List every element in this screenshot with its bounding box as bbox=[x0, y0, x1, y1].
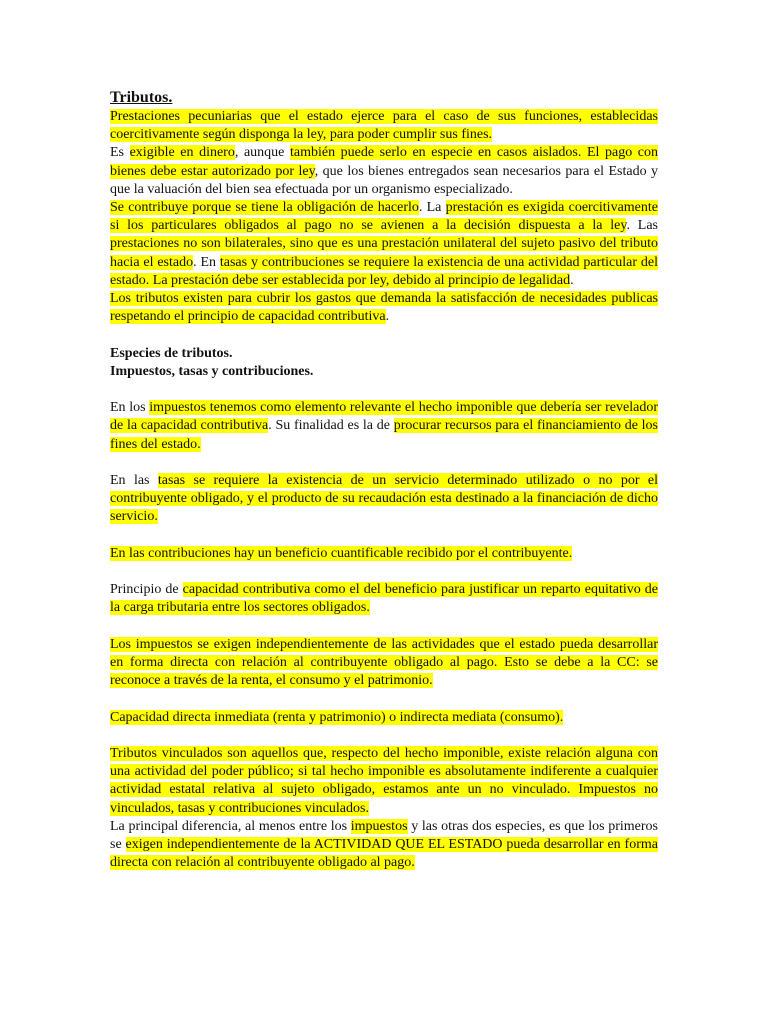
text-run: . bbox=[385, 309, 390, 325]
text-run: . Las bbox=[626, 218, 658, 234]
highlighted-text: exigible en dinero bbox=[129, 145, 235, 161]
highlighted-text: impuestos bbox=[350, 818, 408, 834]
highlighted-text: respetando el principio de capacidad contributiva bbox=[110, 309, 386, 325]
highlighted-text: prestación es exigida coercitivamente si los particulares obligados al pago no se avienen a la decisión dispuesta a la ley bbox=[110, 200, 658, 234]
document-body bbox=[110, 88, 658, 872]
para-vinculados bbox=[110, 745, 658, 818]
para-contribuciones bbox=[110, 545, 658, 563]
para-impuestos bbox=[110, 399, 658, 454]
text-run: En los bbox=[110, 400, 150, 416]
para-exigen bbox=[110, 636, 658, 691]
highlighted-text: capacidad contributiva como el del beneficio para justificar un reparto equitativo de la carga tributaria entre los sectores obligados. bbox=[110, 582, 658, 616]
text-run: En las bbox=[110, 473, 158, 489]
para-contribuye bbox=[110, 199, 658, 290]
highlighted-text: Capacidad directa inmediata (renta y patrimonio) o indirecta mediata (consumo). bbox=[110, 709, 564, 725]
para-existen bbox=[110, 290, 658, 326]
document-title: Tributos. bbox=[110, 89, 173, 106]
highlighted-text: prestaciones no son bilaterales, sino que es una prestación unilateral del sujeto pasivo del tributo hacia el estado bbox=[110, 236, 658, 270]
highlighted-text: impuestos tenemos como elemento relevante el hecho imponible que debería ser revelador de la capacidad contributiva bbox=[110, 400, 659, 434]
text-run: . bbox=[570, 272, 574, 288]
highlighted-text: tasas y contribuciones se requiere la existencia de una actividad particular del estado. La prestación debe ser establecida por ley, debido al principio de legalidad bbox=[110, 254, 658, 288]
highlighted-text: Tributos vinculados son aquellos que, respecto del hecho imponible, existe relación alguna con una actividad del poder público; si tal hecho imponible es absolutamente indiferente a cualquier actividad estatal relativa al sujeto obligado, estamos ante un no vinculado. Impuestos no vinculados, tasas y contribuciones vinculados. bbox=[110, 745, 658, 816]
text-run: Principio de bbox=[110, 582, 183, 598]
text-run: . En bbox=[193, 254, 220, 270]
highlighted-text: Prestaciones pecuniarias que el estado ejerce para el caso de sus funciones, establecidas coercitivamente según disponga la ley, para poder cumplir sus fines. bbox=[110, 109, 658, 143]
para-definition bbox=[110, 108, 658, 144]
text-run: . Su finalidad es la de bbox=[268, 418, 394, 434]
bottom-paragraphs bbox=[110, 399, 658, 872]
text-run: , que los bienes entregados sean necesarios para el Estado y que la valuación del bien sea efectuada por un organismo especializado. bbox=[110, 163, 659, 197]
text-run: y las otras dos especies, es que los primeros se bbox=[110, 818, 658, 852]
top-paragraphs bbox=[110, 108, 658, 326]
highlighted-text: procurar recursos para el financiamiento de los fines del estado. bbox=[110, 418, 658, 452]
para-tasas bbox=[110, 472, 658, 527]
para-capacidad bbox=[110, 709, 658, 727]
para-diferencia bbox=[110, 818, 658, 873]
highlighted-text: Los tributos existen para cubrir los gastos que demanda la satisfacción de necesidades publicas bbox=[110, 291, 658, 307]
heading-impuestos: Impuestos, tasas y contribuciones. bbox=[110, 363, 314, 379]
para-principio bbox=[110, 581, 658, 617]
text-run: Es bbox=[110, 145, 130, 161]
text-run: La principal diferencia, al menos entre los bbox=[110, 818, 351, 834]
highlighted-text: Se contribuye porque se tiene la obligación de hacerlo bbox=[110, 200, 419, 216]
heading-especies: Especies de tributos. bbox=[110, 345, 233, 361]
highlighted-text: En las contribuciones hay un beneficio cuantificable recibido por el contribuyente. bbox=[110, 545, 573, 561]
highlighted-text: tasas se requiere la existencia de un servicio determinado utilizado o no por el contribuyente obligado, y el producto de su recaudación esta destinado a la financiación de dicho servicio. bbox=[110, 473, 658, 525]
text-run: , aunque bbox=[234, 145, 290, 161]
para-exigible bbox=[110, 144, 658, 199]
highlighted-text: también puede serlo en especie en casos aislados. El pago con bienes debe estar autorizado por ley bbox=[110, 145, 659, 179]
text-run: . La bbox=[418, 200, 446, 216]
highlighted-text: exigen independientemente de la ACTIVIDAD QUE EL ESTADO pueda desarrollar en forma directa con relación al contribuyente obligado al pago. bbox=[110, 837, 658, 871]
highlighted-text: Los impuestos se exigen independientemente de las actividades que el estado pueda desarrollar en forma directa con relación al contribuyente obligado al pago. Esto se debe a la CC: se reconoce a través de la renta, el consumo y el patrimonio. bbox=[110, 636, 658, 689]
